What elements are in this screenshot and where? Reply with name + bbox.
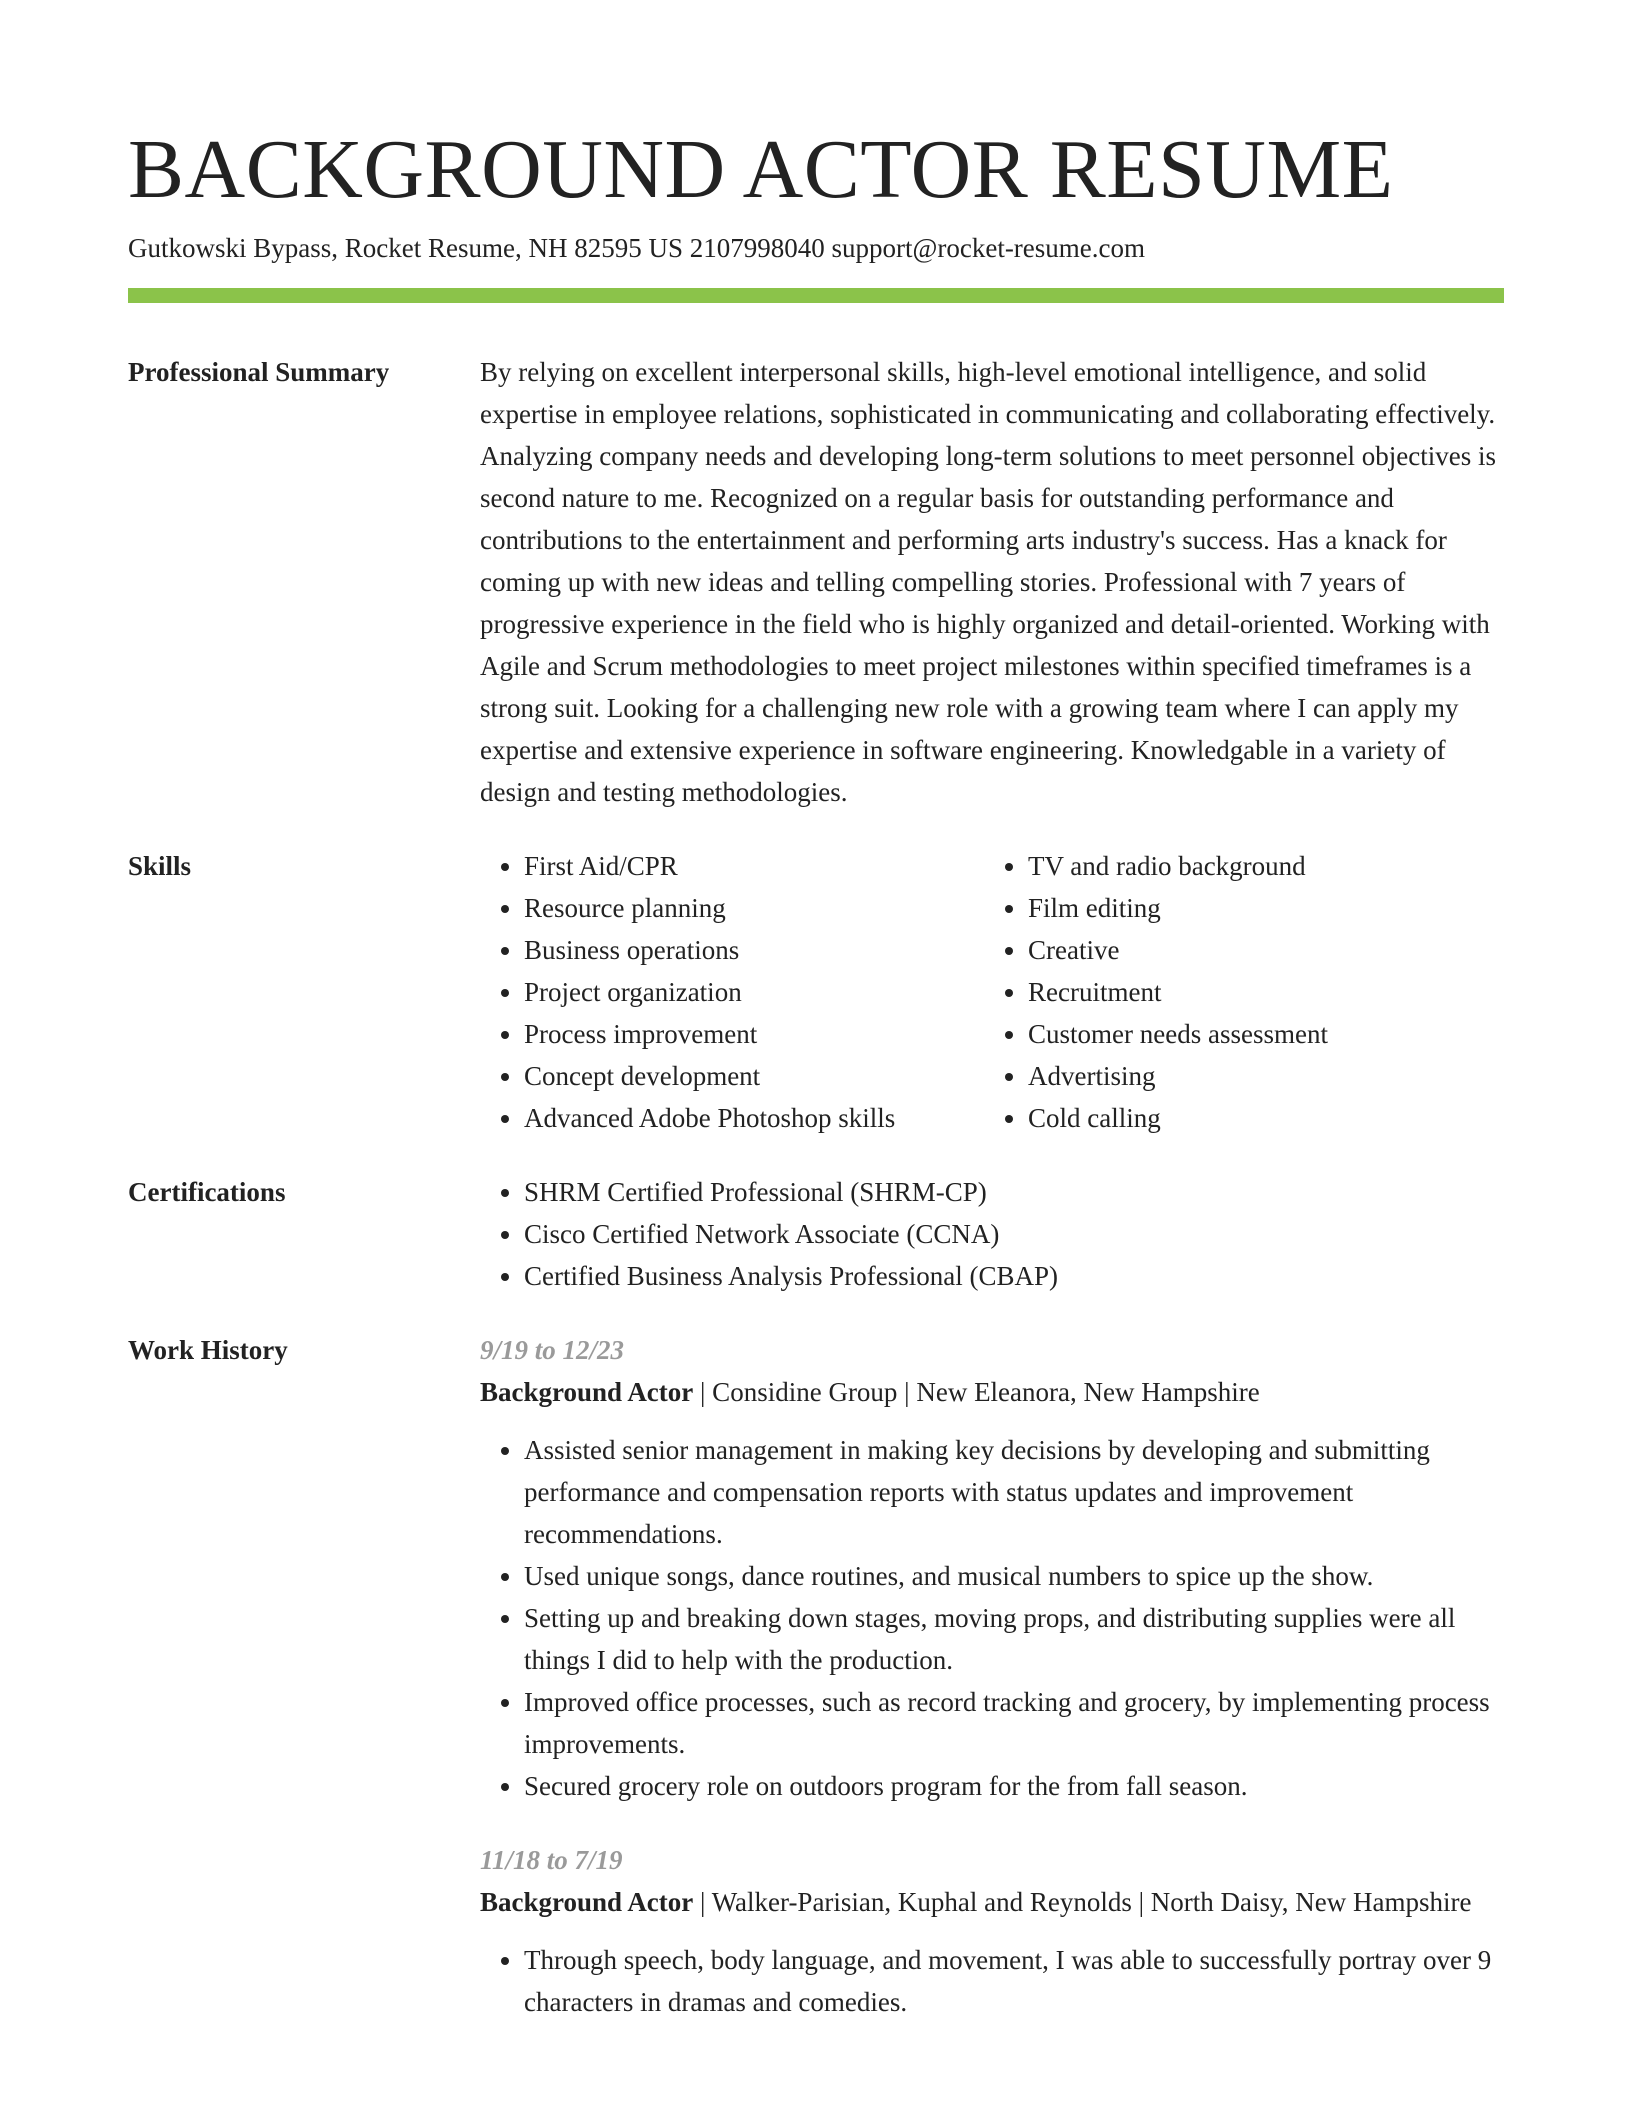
section-label-professional-summary: Professional Summary (128, 357, 390, 387)
job-dates: 11/18 to 7/19 (480, 1845, 623, 1875)
skill-item: • Customer needs assessment (1028, 1013, 1488, 1055)
certification-item: • Certified Business Analysis Professional (CBAP) (524, 1255, 1504, 1297)
skill-item: • Advanced Adobe Photoshop skills (524, 1097, 984, 1139)
professional-summary-section (128, 351, 1504, 813)
certification-item: • Cisco Certified Network Associate (CCNA) (524, 1213, 1504, 1255)
resume-page (128, 120, 1504, 2023)
skill-item: • Recruitment (1028, 971, 1488, 1013)
resume-title: BACKGROUND ACTOR RESUME (128, 123, 1394, 216)
job-bullet: • Setting up and breaking down stages, moving props, and distributing supplies were all things I did to help with the production. (524, 1597, 1504, 1681)
skill-item: • Creative (1028, 929, 1488, 971)
skill-item: • Advertising (1028, 1055, 1488, 1097)
job-entry (480, 1839, 1504, 2023)
job-bullet: • Secured grocery role on outdoors program for the from fall season. (524, 1765, 1504, 1807)
skill-item: • Cold calling (1028, 1097, 1488, 1139)
skill-item: • Film editing (1028, 887, 1488, 929)
skills-columns (480, 845, 1504, 1139)
job-bullets (480, 1429, 1504, 1807)
accent-divider (128, 288, 1504, 303)
job-company-location: | Walker-Parisian, Kuphal and Reynolds | North Daisy, New Hampshire (693, 1887, 1472, 1917)
job-bullet: • Assisted senior management in making key decisions by developing and submitting performance and compensation reports with status updates and improvement recommendations. (524, 1429, 1504, 1555)
certification-item: • SHRM Certified Professional (SHRM-CP) (524, 1171, 1504, 1213)
job-bullet: • Through speech, body language, and movement, I was able to successfully portray over 9 characters in dramas and comedies. (524, 1939, 1504, 2023)
section-label-work-history: Work History (128, 1335, 288, 1365)
job-heading (480, 1881, 1504, 1923)
summary-text: By relying on excellent interpersonal skills, high-level emotional intelligence, and solid expertise in employee relations, sophisticated in communicating and collaborating effectively. Analyzing company needs and developing long-term solutions to meet personnel objectives is second nature to me. Recognized on a regular basis for outstanding performance and contributions to the entertainment and performing arts industry's success. Has a knack for coming up with new ideas and telling compelling stories. Professional with 7 years of progressive experience in the field who is highly organized and detail-oriented. Working with Agile and Scrum methodologies to meet project milestones within specified timeframes is a strong suit. Looking for a challenging new role with a growing team where I can apply my expertise and extensive experience in software engineering. Knowledgable in a variety of design and testing methodologies. (480, 357, 1497, 807)
certifications-body (480, 1171, 1504, 1297)
skill-item: • Business operations (524, 929, 984, 971)
section-label-certifications: Certifications (128, 1177, 286, 1207)
job-heading (480, 1371, 1504, 1413)
skill-item: • First Aid/CPR (524, 845, 984, 887)
job-bullet: • Used unique songs, dance routines, and musical numbers to spice up the show. (524, 1555, 1504, 1597)
skill-item: • TV and radio background (1028, 845, 1488, 887)
work-history-section (128, 1329, 1504, 2023)
skill-item: • Resource planning (524, 887, 984, 929)
skill-item: • Project organization (524, 971, 984, 1013)
job-bullet: • Improved office processes, such as record tracking and grocery, by implementing process improvements. (524, 1681, 1504, 1765)
skills-list-right (984, 845, 1488, 1139)
job-company-location: | Considine Group | New Eleanora, New Hampshire (693, 1377, 1260, 1407)
skill-item: • Process improvement (524, 1013, 984, 1055)
job-entry (480, 1329, 1504, 1807)
section-label-skills: Skills (128, 851, 192, 881)
work-history-body (480, 1329, 1504, 2023)
certifications-list (480, 1171, 1504, 1297)
job-title: Background Actor (480, 1887, 694, 1917)
job-title: Background Actor (480, 1377, 694, 1407)
contact-line: Gutkowski Bypass, Rocket Resume, NH 82595 US 2107998040 support@rocket-resume.com (128, 233, 1146, 263)
certifications-section (128, 1171, 1504, 1297)
job-bullets (480, 1939, 1504, 2023)
skills-list-left (480, 845, 984, 1139)
job-dates: 9/19 to 12/23 (480, 1335, 625, 1365)
skills-section (128, 845, 1504, 1139)
skill-item: • Concept development (524, 1055, 984, 1097)
